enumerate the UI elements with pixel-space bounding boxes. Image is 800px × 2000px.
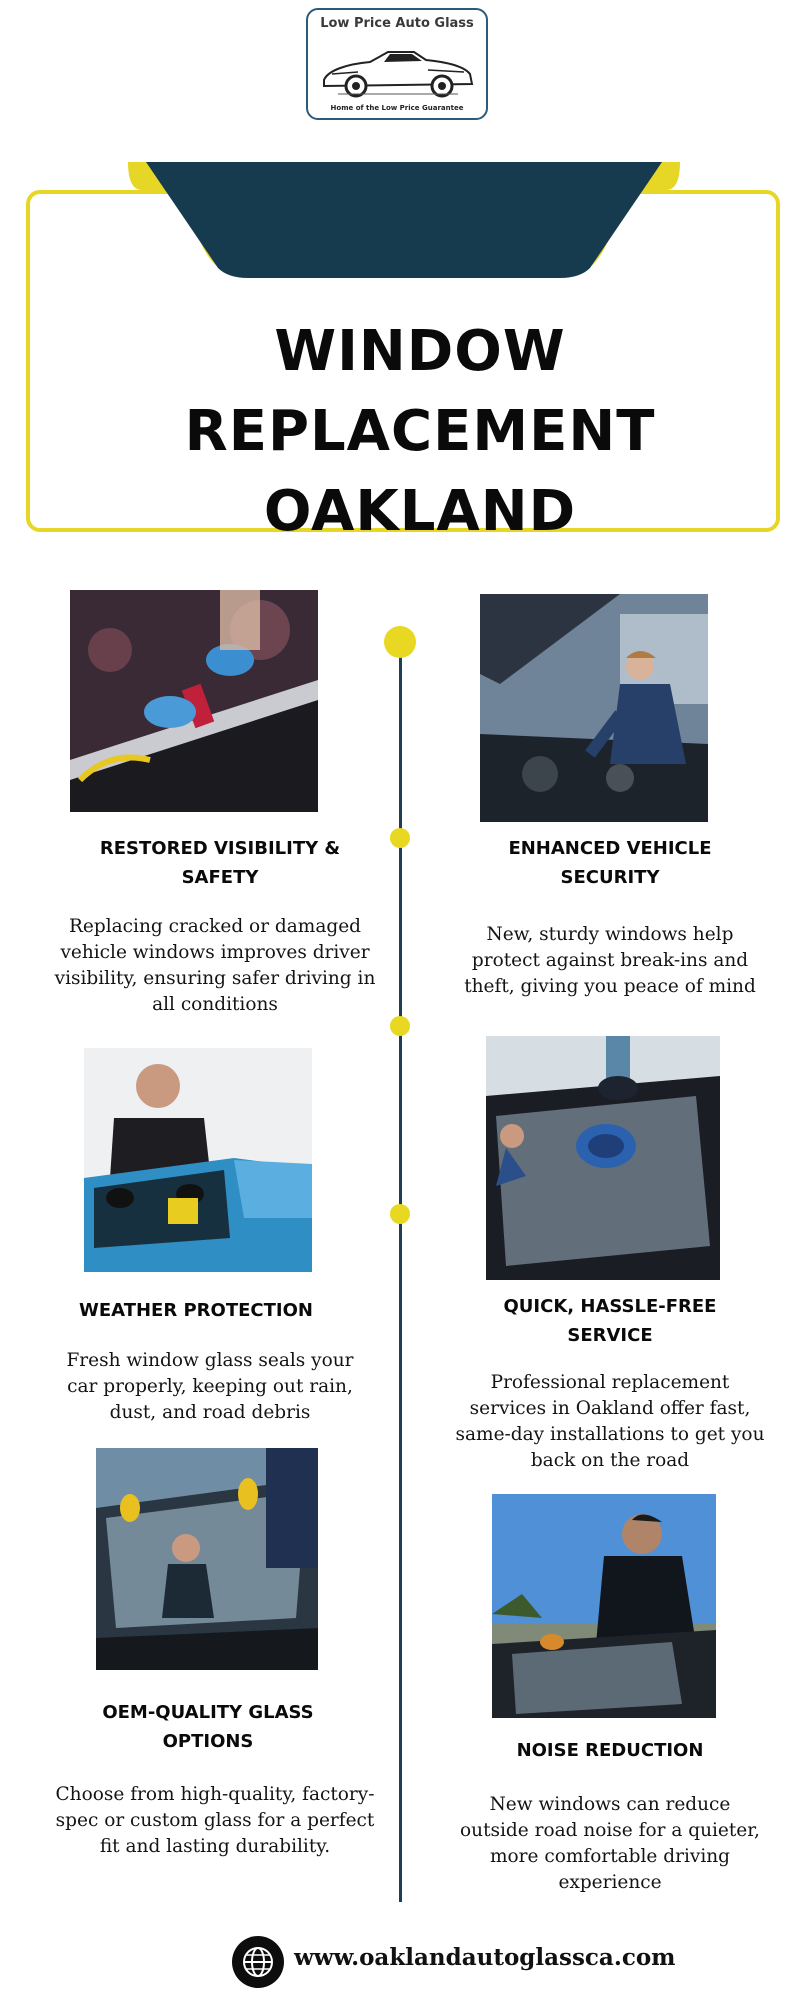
logo-title: Low Price Auto Glass [320,16,474,31]
feature-description: Replacing cracked or damaged vehicle windows improves driver visibility, ensuring safer driving in all conditions [54,916,376,1015]
feature-title: RESTORED VISIBILITY & SAFETY [99,838,341,888]
timeline-dot [390,1204,410,1224]
feature-photo-suction-cup [486,1036,720,1280]
logo-tagline: Home of the Low Price Guarantee [330,104,464,112]
convertible-car-icon [318,34,478,102]
page-title [30,312,800,552]
feature-title: WEATHER PROTECTION [79,1300,313,1321]
feature-photo-mechanic [480,594,708,822]
feature-title: ENHANCED VEHICLE SECURITY [508,838,712,888]
header-tab-shape [120,158,688,282]
page-title-line1: WINDOW REPLACEMENT [184,319,656,464]
feature-title: OEM-QUALITY GLASS OPTIONS [102,1702,314,1752]
feature-description: Choose from high-quality, factory- spec or custom glass for a perfect fit and lasting durability. [55,1784,375,1857]
website-link[interactable]: www.oaklandautoglassca.com [294,1944,676,1971]
timeline-dot [390,828,410,848]
feature-description: Professional replacement services in Oakland offer fast, same-day installations to get you back on the road [455,1372,765,1471]
feature-title: QUICK, HASSLE-FREE SERVICE [503,1296,717,1346]
feature-description: Fresh window glass seals your car properly, keeping out rain, dust, and road debris [66,1350,354,1423]
page-title-line2: OAKLAND [263,479,577,544]
feature-title: NOISE REDUCTION [516,1740,704,1761]
feature-photo-technicians-windshield [96,1448,318,1670]
feature-photo-door-window [84,1048,312,1272]
feature-photo-outdoor-install [492,1494,716,1718]
globe-icon [232,1936,284,1988]
timeline-dot [384,626,416,658]
timeline-dot [390,1016,410,1036]
feature-photo-gloved-hands [70,590,318,812]
logo [306,8,488,120]
feature-description: New windows can reduce outside road noise for a quieter, more comfortable driving experience [460,1794,760,1893]
feature-description: New, sturdy windows help protect against break-ins and theft, giving you peace of mind [464,924,756,997]
